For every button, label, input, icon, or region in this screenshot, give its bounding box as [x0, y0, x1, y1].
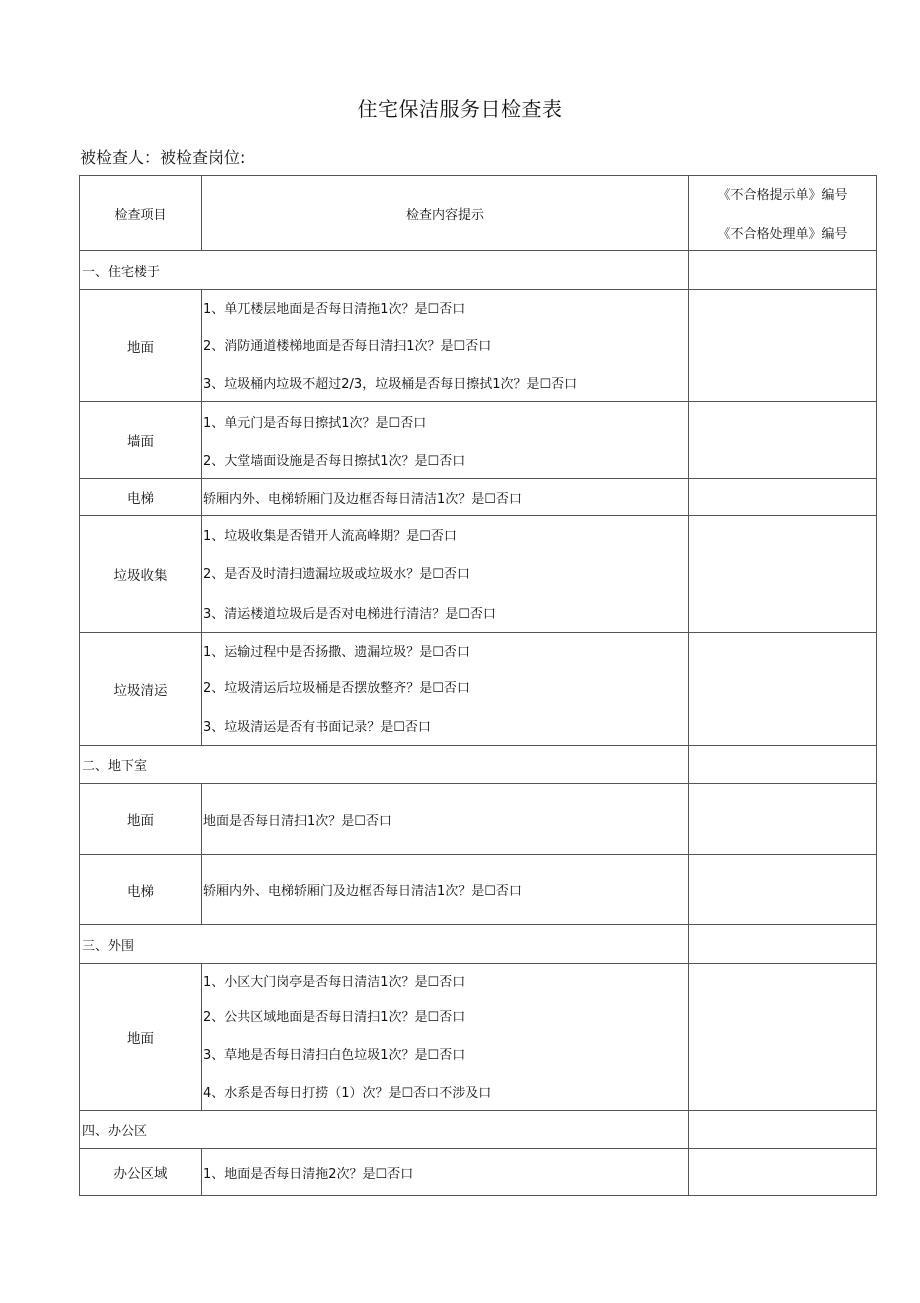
check-content-line: 3、清运楼道垃圾后是否对电梯进行清洁？是☐否口	[203, 606, 496, 622]
reference-cell[interactable]	[689, 964, 877, 1111]
reference-cell[interactable]	[689, 402, 877, 479]
section-label: 三、外围	[80, 925, 689, 964]
check-content-line: 2、公共区域地面是否每日清扫1次？是☐否口	[203, 1009, 466, 1025]
check-content-line: 1、地面是否每日清拖2次？是☐否口	[203, 1166, 414, 1182]
check-content	[202, 964, 689, 1111]
header-content-column: 检查内容提示	[202, 176, 689, 251]
check-content	[202, 855, 689, 925]
check-content-line: 2、消防通道楼梯地面是否每日清扫1次？是☐否口	[203, 338, 492, 354]
reference-cell[interactable]	[689, 1149, 877, 1196]
check-content-line: 4、水系是否每日打捞（1）次？是☐否口不涉及口	[203, 1085, 492, 1101]
check-content-line: 轿厢内外、电梯轿厢门及边框否每日清洁1次？是☐否口	[203, 491, 522, 507]
check-item: 垃圾收集	[80, 516, 202, 633]
section-row	[80, 251, 877, 290]
check-item: 电梯	[80, 855, 202, 925]
reference-cell[interactable]	[689, 516, 877, 633]
table-row	[80, 633, 877, 746]
check-item: 地面	[80, 964, 202, 1111]
reference-cell[interactable]	[689, 633, 877, 746]
table-row	[80, 290, 877, 402]
inspected-person-line: 被检查人：被检查岗位:	[80, 148, 246, 167]
table-row	[80, 855, 877, 925]
header-item-column: 检查项目	[80, 176, 202, 251]
check-content	[202, 516, 689, 633]
check-item: 电梯	[80, 479, 202, 516]
reference-cell[interactable]	[689, 855, 877, 925]
reference-cell[interactable]	[689, 784, 877, 855]
check-content	[202, 633, 689, 746]
table-row	[80, 402, 877, 479]
header-nonconformity-handling-label: 《不合格处理单》编号	[717, 227, 848, 242]
inspection-table	[79, 175, 877, 1196]
check-content-line: 2、垃圾清运后垃圾桶是否摆放整齐？是☐否口	[203, 681, 470, 696]
reference-cell[interactable]	[689, 251, 877, 290]
check-item: 地面	[80, 784, 202, 855]
section-row	[80, 925, 877, 964]
table-row	[80, 479, 877, 516]
header-reference-column	[689, 176, 877, 251]
check-content-line: 3、垃圾桶内垃圾不超过2/3，垃圾桶是否每日擦拭1次？是☐否口	[203, 376, 578, 392]
table-row	[80, 964, 877, 1111]
check-content-line: 1、运输过程中是否扬撒、遗漏垃圾？是☐否口	[203, 644, 470, 660]
check-content	[202, 1149, 689, 1196]
header-nonconformity-notice-label: 《不合格提示单》编号	[717, 188, 848, 203]
check-item: 地面	[80, 290, 202, 402]
check-content-line: 3、草地是否每日清扫白色垃圾1次？是☐否口	[203, 1047, 466, 1063]
check-item: 垃圾清运	[80, 633, 202, 746]
table-header-row	[80, 176, 877, 251]
check-content	[202, 290, 689, 402]
check-content	[202, 402, 689, 479]
reference-cell[interactable]	[689, 1111, 877, 1149]
reference-cell[interactable]	[689, 925, 877, 964]
reference-cell[interactable]	[689, 746, 877, 784]
table-row	[80, 784, 877, 855]
check-content-line: 1、小区大门岗亭是否每日清洁1次？是☐否口	[203, 974, 466, 990]
table-row	[80, 1149, 877, 1196]
section-row	[80, 1111, 877, 1149]
check-content-line: 2、是否及时清扫遗漏垃圾或垃圾水？是☐否口	[203, 566, 470, 582]
section-label: 四、办公区	[80, 1111, 689, 1149]
check-item: 办公区域	[80, 1149, 202, 1196]
reference-cell[interactable]	[689, 479, 877, 516]
check-content-line: 1、单兀楼层地面是否每日清拖1次？是☐否口	[203, 302, 466, 317]
table-row	[80, 516, 877, 633]
check-content-line: 1、单元门是否每日擦拭1次？是☐否口	[203, 415, 427, 431]
page-title: 住宅保洁服务日检查表	[357, 97, 563, 121]
section-label: 二、地下室	[80, 746, 689, 784]
check-content-line: 3、垃圾清运是否有书面记录？是☐否口	[203, 720, 431, 735]
check-content-line: 2、大堂墙面设施是否每日擦拭1次？是☐否口	[203, 453, 466, 469]
section-label: 一、住宅楼于	[80, 251, 689, 290]
check-item: 墙面	[80, 402, 202, 479]
check-content-line: 轿厢内外、电梯轿厢门及边框否每日清洁1次？是☐否口	[203, 884, 522, 899]
check-content-line: 地面是否每日清扫1次？是☐否口	[203, 813, 392, 829]
check-content	[202, 479, 689, 516]
section-row	[80, 746, 877, 784]
reference-cell[interactable]	[689, 290, 877, 402]
check-content-line: 1、垃圾收集是否错开人流高峰期？是☐否口	[203, 528, 457, 544]
check-content	[202, 784, 689, 855]
